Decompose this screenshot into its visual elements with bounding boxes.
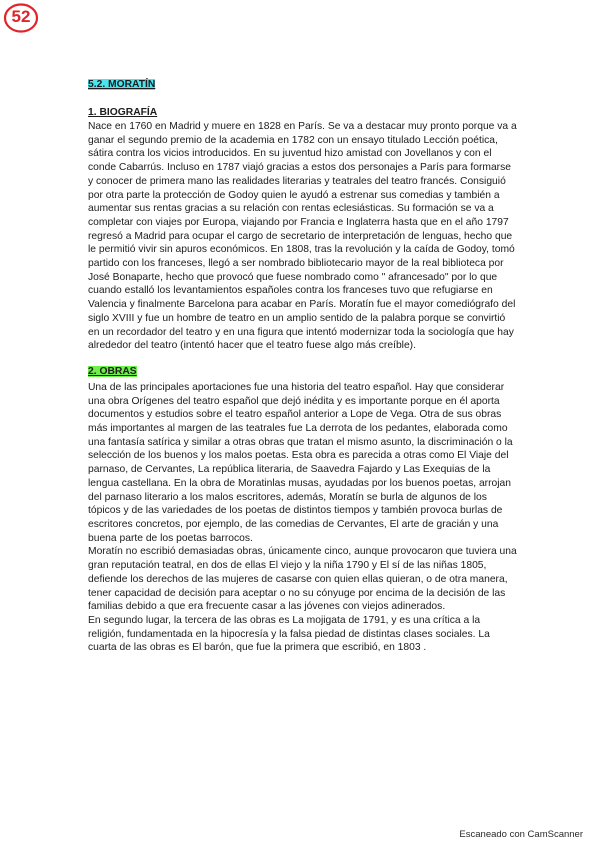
obras-heading-text: 2. OBRAS: [88, 365, 137, 377]
biografia-heading: 1. BIOGRAFÍA: [88, 107, 158, 118]
biografia-paragraph: Nace en 1760 en Madrid y muere en 1828 en París. Se va a destacar muy pronto porque va a ganar el segundo premio de la academia en 1782 con un ensayo titulado Lección poética, sátira contra los vicios introducidos. En su juventud hizo amistad con Jovellanos y con el conde Cabarrús. Incluso en 1787 viajó gracias a estos dos personajes a París para formarse y conocer de primera mano las realidades literarias y teatrales del teatro francés. Consiguió por otra parte la protección de Godoy quien le ayudó a estrenar sus comedias y también a aumentar sus rentas gracias a su relación con rentas eclesiásticas. Su formación se va a completar con viajes por Europa, viajando por Francia e Inglaterra hasta que en el año 1797 regresó a Madrid para ocupar el cargo de secretario de interpretación de lenguas, hecho que le permitió vivir sin apuros económicos. En 1808, tras la revolución y la caída de Godoy, tomó partido con los franceses, llegó a ser nombrado bibliotecario mayor de la real biblioteca por José Bonaparte, hecho que provocó que fuese nombrado como " afrancesado" por lo que cuando estalló los levantamientos españoles contra los franceses tuvo que refugiarse en Valencia y finalmente Barcelona para acabar en París. Moratín fue el mayor comediógrafo del siglo XVIII y fue un hombre de teatro en un amplio sentido de la palabra porque se convirtió en un recordador del teatro y en una figura que intentó modernizar toda la sociología que hay alrededor del teatro (intentó hacer que el teatro fuese algo más creíble).: [88, 121, 517, 352]
document-body: [88, 78, 518, 655]
page-number-stamp: [3, 2, 39, 34]
scanner-watermark: Escaneado con CamScanner: [459, 829, 583, 840]
page-number: 52: [11, 7, 31, 26]
obras-paragraph-2: Moratín no escribió demasiadas obras, únicamente cinco, aunque provocaron que tuviera una gran reputación teatral, en dos de ellas El viejo y la niña 1790 y El sí de las niñas 1805, defiende los derechos de las mujeres de casarse con quien ellas quieran, o de otra manera, tener capacidad de decisión para aceptar o no su cónyuge por encima de la decisión de las familias debido a que era frecuente casar a las jóvenes con viejos adinerados.: [88, 546, 517, 613]
obras-paragraph-3: En segundo lugar, la tercera de las obras es La mojigata de 1791, y es una crítica a la religión, fundamentada en la hipocresía y la falsa piedad de distintas clases sociales. La cuarta de las obras es El barón, que fue la primera que escribió, en 1803 .: [88, 614, 490, 654]
obras-heading: [88, 365, 518, 379]
section-title-text: 5.2. MORATÍN: [88, 79, 156, 90]
section-title: [88, 78, 518, 92]
obras-paragraph-1: Una de las principales aportaciones fue una historia del teatro español. Hay que considerar una obra Orígenes del teatro español que dejó inédita y es importante porque en él aporta documentos y estudios sobre el teatro español anterior a Lope de Vega. Otra de sus obras más importantes al margen de las teatrales fue La derrota de los pedantes, elaborada como una fantasía satírica y similar a otras obras que tratan el mismo asunto, la discriminación o la selección de los buenos y los malos poetas. Esta obra es parecida a otras como El Viaje del parnaso, de Cervantes, La república literaria, de Saavedra Fajardo y Las Exequias de la lengua castellana. En la obra de Moratinlas musas, ayudadas por los buenos poetas, arrojan del parnaso literario a los malos escritores, además, Moratín se burla de algunos de los tópicos y de las variedades de los poetas de distintos tiempos y también provoca burlas de escritores concretos, por ejemplo, de las comedias de Cervantes, El arte de gracián y una buena parte de los poetas barrocos.: [88, 381, 513, 544]
